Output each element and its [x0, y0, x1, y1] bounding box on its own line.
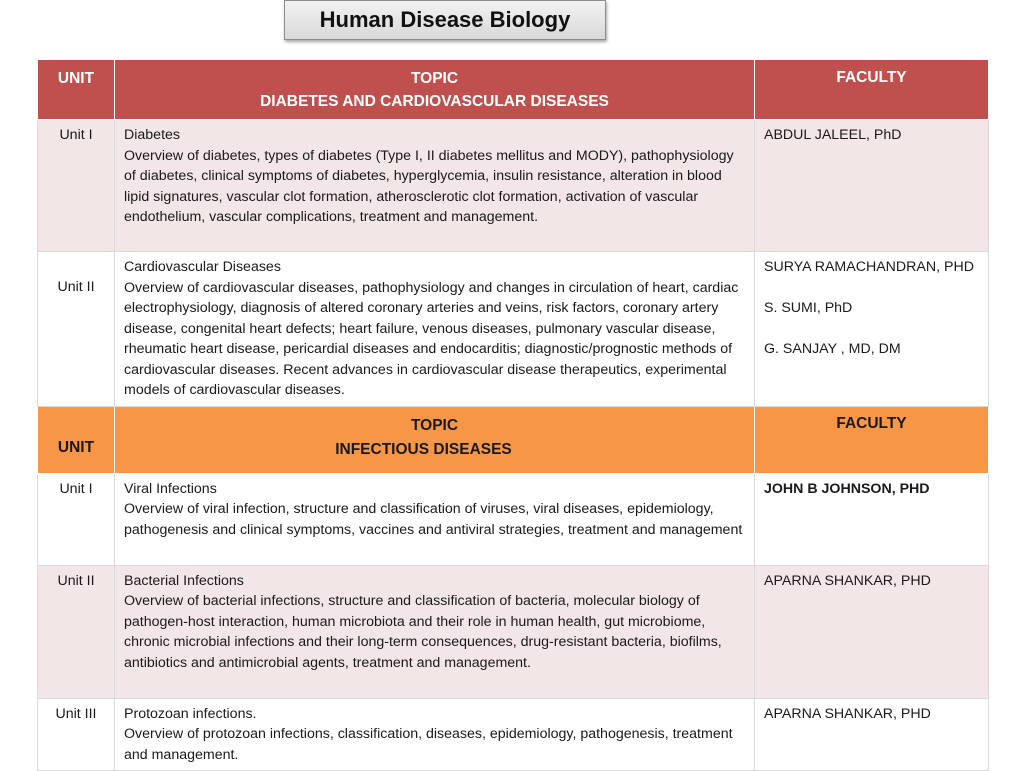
section-title: INFECTIOUS DISEASES	[335, 440, 512, 458]
topic-label: TOPIC	[410, 416, 459, 434]
topic-cell	[115, 252, 755, 407]
table-row	[38, 252, 989, 407]
unit-column-header: UNIT	[38, 60, 115, 120]
faculty-cell	[755, 565, 989, 698]
faculty-column-header: FACULTY	[755, 406, 989, 473]
unit-label: Unit II	[38, 565, 115, 698]
faculty-cell	[755, 120, 989, 252]
section-title: DIABETES AND CARDIOVASCULAR DISEASES	[260, 93, 609, 110]
unit-label: Unit I	[38, 120, 115, 252]
table-row	[38, 473, 989, 565]
topic-cell	[115, 565, 755, 698]
faculty-name: S. SUMI, PhD	[764, 300, 853, 316]
faculty-name: APARNA SHANKAR, PHD	[764, 572, 931, 589]
faculty-name: G. SANJAY , MD, DM	[764, 341, 901, 357]
topic-description: Overview of protozoan infections, classification, diseases, epidemiology, pathogenesis, treatment and management.	[124, 726, 733, 763]
faculty-name: ABDUL JALEEL, PhD	[764, 127, 902, 143]
faculty-cell	[755, 252, 989, 407]
unit-label: Unit I	[38, 473, 115, 565]
topic-label: TOPIC	[410, 70, 459, 87]
topic-cell	[115, 473, 755, 565]
topic-heading: Cardiovascular Diseases	[124, 259, 281, 275]
faculty-name: APARNA SHANKAR, PHD	[764, 705, 931, 722]
topic-column-header	[115, 406, 755, 473]
faculty-name: SURYA RAMACHANDRAN, PHD	[764, 259, 974, 275]
topic-cell	[115, 120, 755, 252]
topic-heading: Protozoan infections.	[124, 705, 257, 722]
topic-description: Overview of bacterial infections, structure and classification of bacteria, molecular biology of pathogen-host interaction, human microbiota and their role in human health, gut microbiome, chronic microbial infections and their long-term consequences, drug-resistant bacteria, biofilms, antibiotics and antimicrobial agents, treatment and management.	[124, 593, 722, 671]
table-row	[38, 120, 989, 252]
section-header-diabetes	[38, 60, 989, 120]
unit-column-header: UNIT	[38, 406, 115, 473]
topic-cell	[115, 698, 755, 771]
table-row	[38, 565, 989, 698]
section-header-infectious	[38, 406, 989, 473]
syllabus-table	[37, 59, 989, 771]
topic-column-header	[115, 60, 755, 120]
faculty-name: JOHN B JOHNSON, PHD	[764, 480, 930, 497]
table-row	[38, 698, 989, 771]
topic-heading: Viral Infections	[124, 480, 217, 497]
unit-label: Unit III	[38, 698, 115, 771]
faculty-cell	[755, 473, 989, 565]
topic-heading: Bacterial Infections	[124, 572, 244, 589]
topic-description: Overview of viral infection, structure and classification of viruses, viral diseases, epidemiology, pathogenesis and clinical symptoms, vaccines and antiviral strategies, treatment and management	[124, 501, 743, 538]
slide-title: Human Disease Biology	[284, 0, 606, 40]
topic-heading: Diabetes	[124, 127, 180, 143]
topic-description: Overview of cardiovascular diseases, pathophysiology and changes in circulation of heart, cardiac electrophysiology, diagnosis of altered coronary arteries and veins, risk factors, coronary artery disease, congenital heart defects; heart failure, venous diseases, pulmonary vascular disease, rheumatic heart disease, pericardial diseases and endocarditis; diagnostic/prognostic methods of cardiovascular diseases. Recent advances in cardiovascular disease therapeutics, experimental models of cardiovascular diseases.	[124, 279, 739, 398]
faculty-cell	[755, 698, 989, 771]
topic-description: Overview of diabetes, types of diabetes (Type I, II diabetes mellitus and MODY), pathophysiology of diabetes, clinical symptoms of diabetes, hyperglycemia, insulin resistance, alteration in blood lipid signatures, vascular clot formation, atherosclerotic clot formation, activation of vascular endothelium, vascular complications, treatment and management.	[124, 147, 734, 225]
faculty-column-header: FACULTY	[755, 60, 989, 120]
unit-label: Unit II	[38, 252, 115, 407]
